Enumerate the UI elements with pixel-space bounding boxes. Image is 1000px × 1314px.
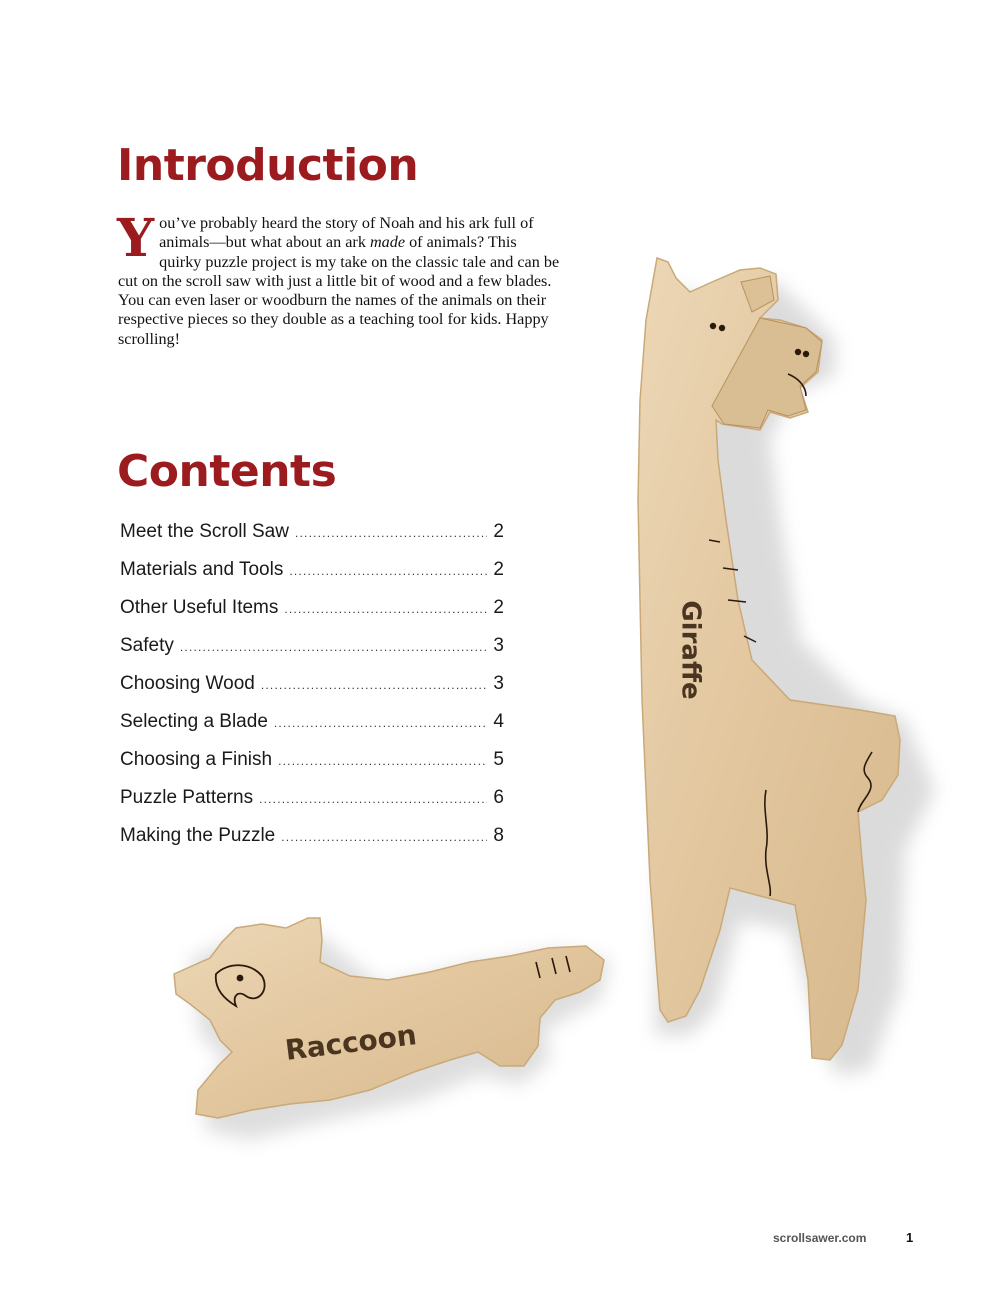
contents-heading: Contents xyxy=(117,446,337,497)
toc-entry-page: 3 xyxy=(493,673,504,694)
toc-entry-label: Meet the Scroll Saw xyxy=(120,521,289,542)
footer-website: scrollsawer.com xyxy=(773,1231,867,1245)
toc-entry-page: 5 xyxy=(493,749,504,770)
introduction-body xyxy=(117,208,560,349)
giraffe-label: Giraffe xyxy=(675,600,706,700)
toc-entry-page: 2 xyxy=(493,521,504,542)
drop-cap: Y xyxy=(117,208,155,269)
toc-entry xyxy=(120,673,504,711)
toc-leader-dots xyxy=(289,564,487,578)
introduction-heading: Introduction xyxy=(117,140,419,191)
toc-entry-page: 6 xyxy=(493,787,504,808)
toc-entry xyxy=(120,597,504,635)
toc-entry xyxy=(120,749,504,787)
toc-leader-dots xyxy=(261,678,488,692)
toc-leader-dots xyxy=(259,792,487,806)
toc-entry-label: Safety xyxy=(120,635,174,656)
toc-entry-page: 3 xyxy=(493,635,504,656)
table-of-contents xyxy=(120,521,504,863)
toc-leader-dots xyxy=(284,602,487,616)
toc-entry-page: 8 xyxy=(493,825,504,846)
toc-entry xyxy=(120,521,504,559)
toc-entry xyxy=(120,635,504,673)
toc-leader-dots xyxy=(281,830,487,844)
intro-text-part-1: ou’ve probably heard the story of Noah and his ark full of animals—but what about an ark xyxy=(159,214,534,252)
raccoon-label: Raccoon xyxy=(283,1018,419,1067)
toc-entry xyxy=(120,787,504,825)
toc-entry-label: Materials and Tools xyxy=(120,559,284,580)
intro-text-part-2: of animals? This quirky puzzle project is my take on the classic tale and can be cut on the scroll saw with just a little bit of wood and a few blades. You can even laser or woodburn the names of the animals on their respective pieces so they double as a teaching tool for kids. Happy scrolling! xyxy=(118,233,560,348)
toc-entry-label: Puzzle Patterns xyxy=(120,787,254,808)
toc-entry xyxy=(120,559,504,597)
toc-entry-page: 2 xyxy=(493,597,504,618)
toc-entry xyxy=(120,711,504,749)
toc-leader-dots xyxy=(278,754,487,768)
toc-leader-dots xyxy=(180,640,488,654)
toc-entry-page: 2 xyxy=(493,559,504,580)
toc-entry-label: Other Useful Items xyxy=(120,597,279,618)
intro-text-italic: made xyxy=(369,233,406,252)
toc-entry-label: Choosing a Finish xyxy=(120,749,273,770)
toc-entry-label: Choosing Wood xyxy=(120,673,255,694)
toc-leader-dots xyxy=(274,716,488,730)
toc-entry-label: Selecting a Blade xyxy=(120,711,268,732)
toc-entry-label: Making the Puzzle xyxy=(120,825,276,846)
toc-leader-dots xyxy=(295,526,487,540)
footer-page-number: 1 xyxy=(906,1230,914,1245)
toc-entry xyxy=(120,825,504,863)
toc-entry-page: 4 xyxy=(493,711,504,732)
